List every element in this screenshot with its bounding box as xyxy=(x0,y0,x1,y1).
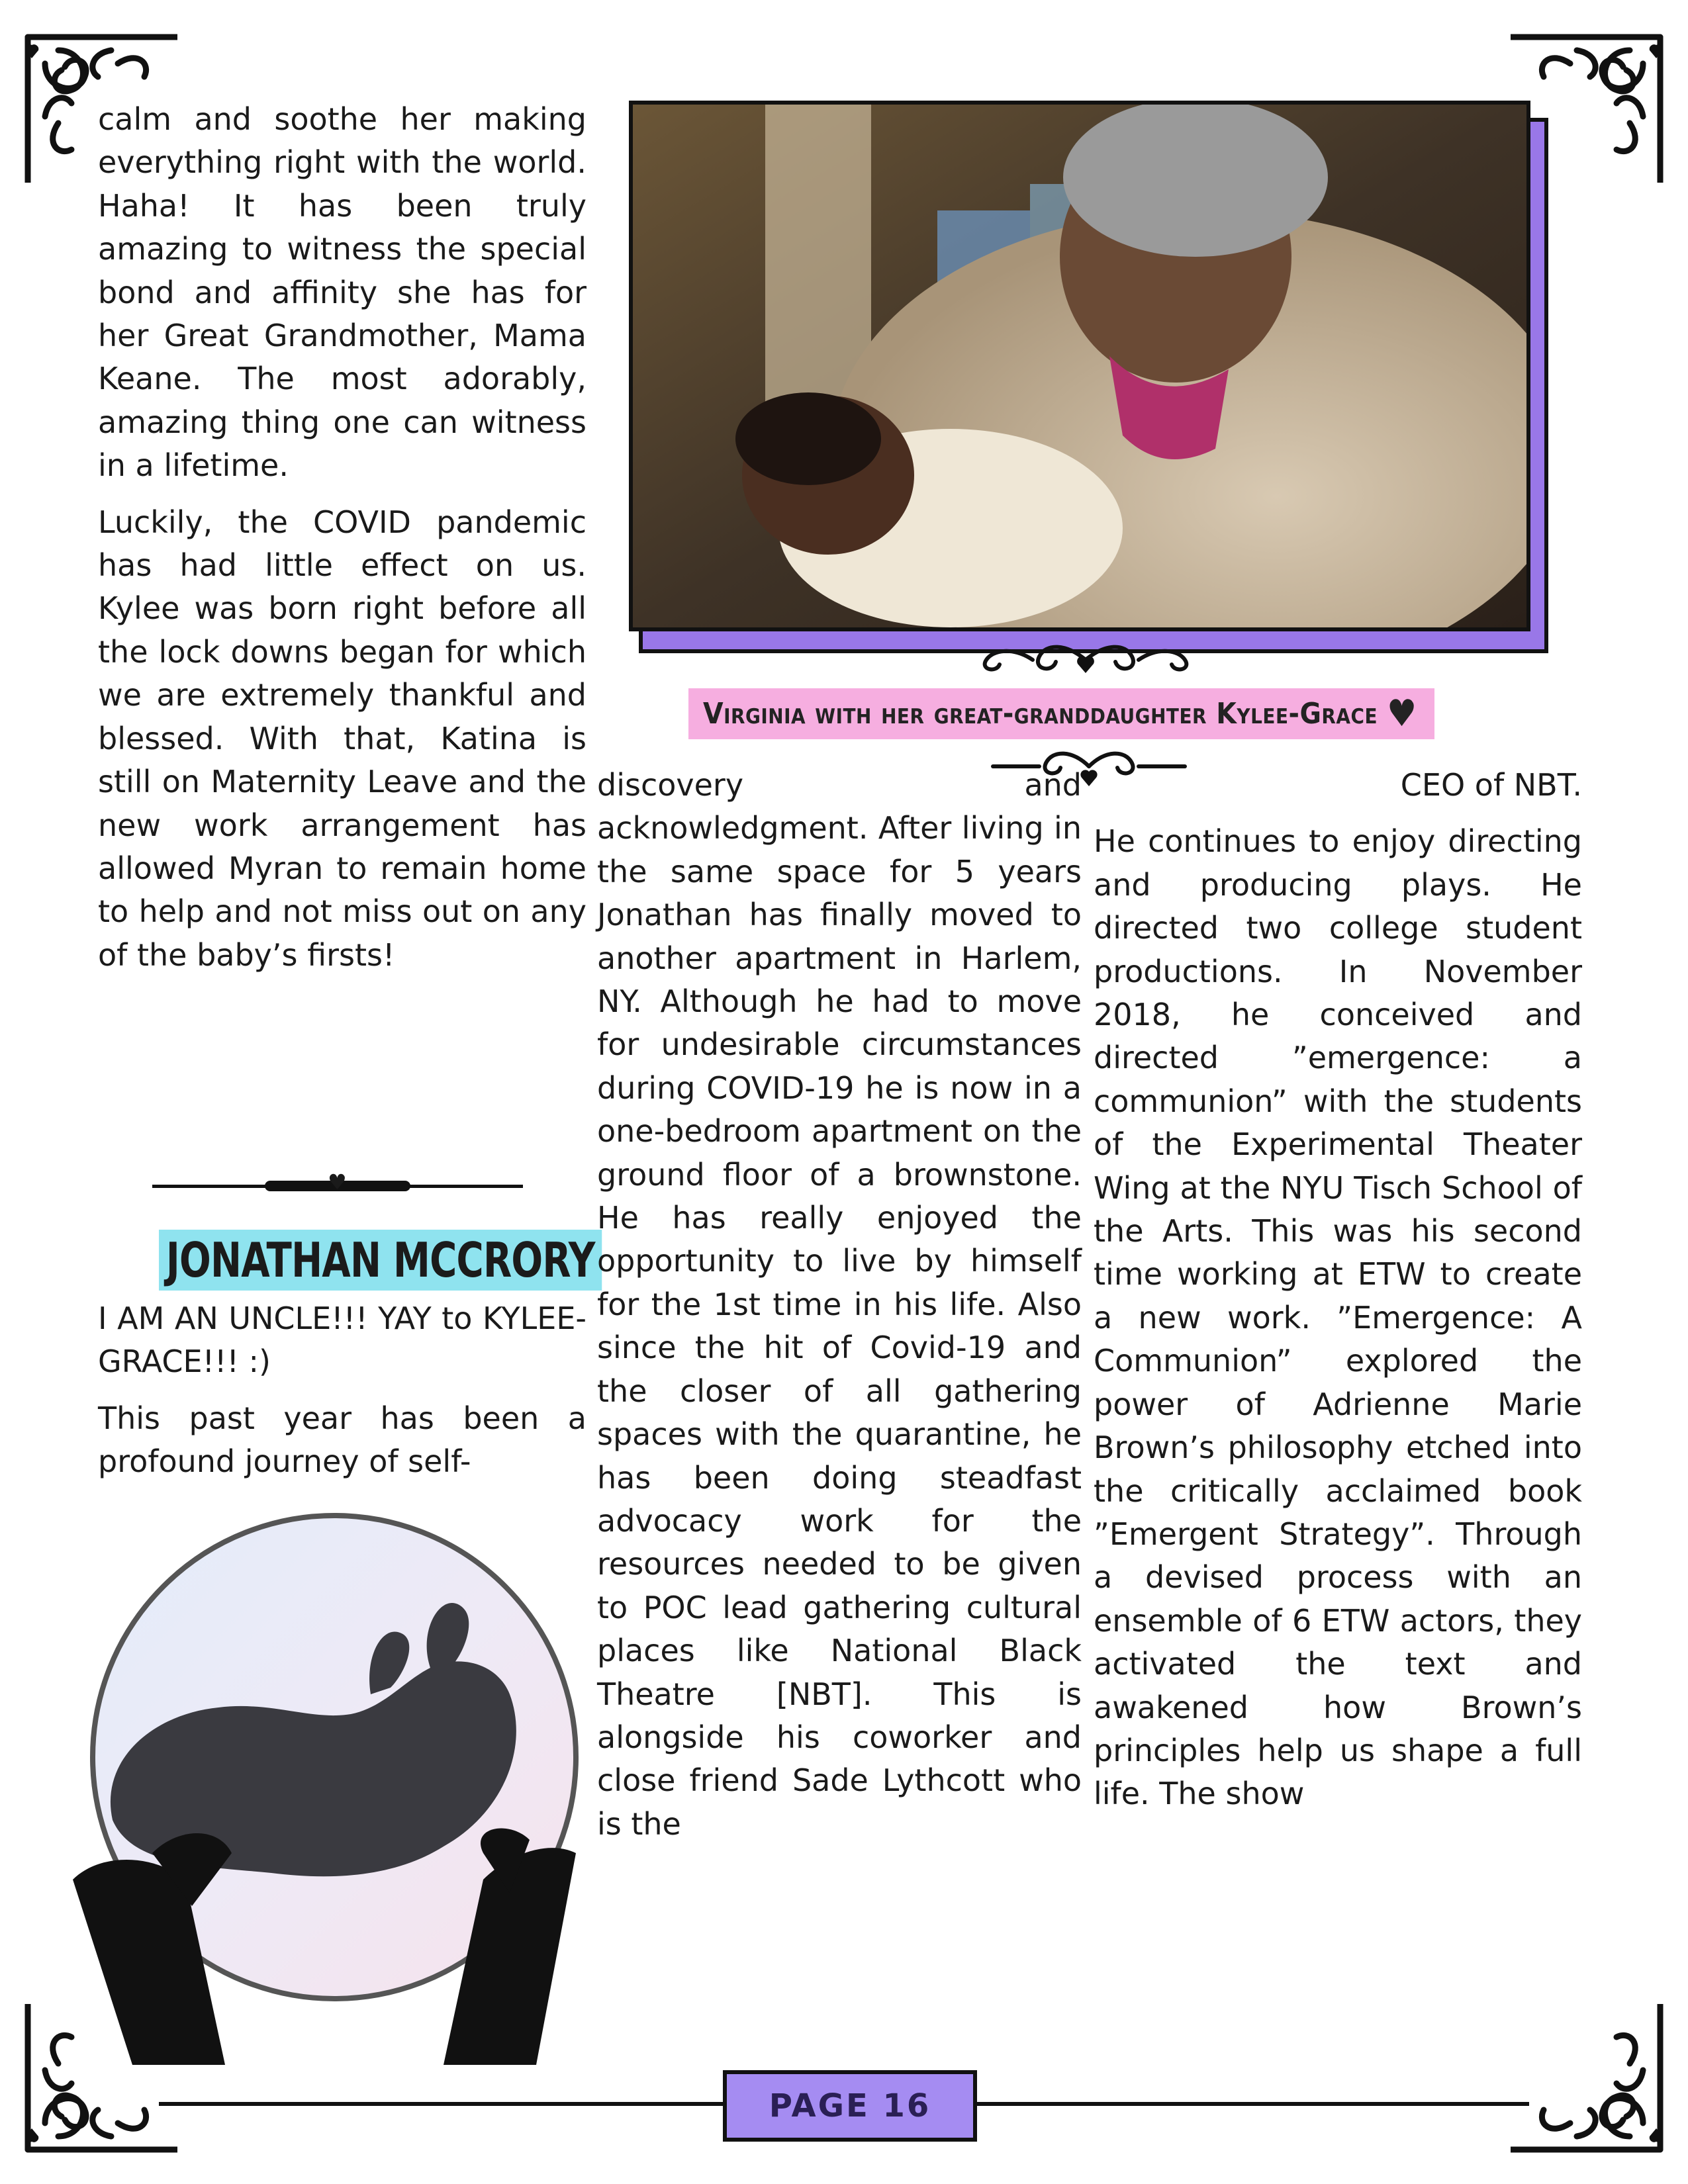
article-column-1-section xyxy=(98,1297,586,1484)
photo-caption xyxy=(688,688,1434,739)
paragraph: Luckily, the COVID pandemic has had little effect on us. Kylee was born right before all the lock downs began for which we are extremely thankful and blessed. With that, Katina is still on Maternity Leave and the new work arrangement has allowed Myran to remain home to help and not miss out on any of the baby’s firsts! xyxy=(98,504,586,973)
footer-line-right xyxy=(973,2102,1529,2106)
caption-ornament-top xyxy=(966,637,1205,683)
photo xyxy=(629,101,1530,631)
footer-line-left xyxy=(159,2102,723,2106)
paragraph: I AM AN UNCLE!!! YAY to KYLEE-GRACE!!! :) xyxy=(98,1300,586,1380)
article-column-3 xyxy=(1094,764,1582,1816)
baby-held-in-hands-illustration xyxy=(73,1509,596,2065)
paragraph: discovery and acknowledgment. After living in the same space for 5 years Jonathan has finally moved to another apartment in Harlem, NY. Although he had to move for undesirable circumstances during COVID-19 he is now in a one-bedroom apartment on the ground floor of a brownstone. He has really enjoyed the opportunity to live by himself for the 1st time in his life. Also since the hit of Covid-19 and the closer of all gathering spaces with the quarantine, he has been doing steadfast advocacy work for the resources needed to be given to POC lead gathering cultural places like National Black Theatre [NBT]. This is alongside his coworker and close friend Sade Lythcott who is the xyxy=(597,767,1082,1842)
corner-ornament-bottom-right xyxy=(1511,2004,1669,2163)
page-number: PAGE 16 xyxy=(723,2070,977,2142)
section-heading: JONATHAN MCCRORY xyxy=(159,1230,602,1291)
paragraph: calm and soothe her making everything right with the world. Haha! It has been truly amazing to witness the special bond and affinity she has for her Great Grandmother, Mama Keane. The most adorably, amazing thing one can witness in a lifetime. xyxy=(98,101,586,484)
divider-heart-icon: ♥ xyxy=(328,1169,347,1195)
article-column-1 xyxy=(98,98,586,977)
paragraph: This past year has been a profound journey of self- xyxy=(98,1400,586,1480)
paragraph: He continues to enjoy directing and producing plays. He directed two college student productions. In November 2018, he conceived and directed ”emergence: a communion” with the students of the Experimental Theater Wing at the NYU Tisch School of the Arts. This was his second time working at ETW to create a new work. ”Emergence: A Communion” explored the power of Adrienne Marie Brown’s philosophy etched into the critically acclaimed book ”Emergent Strategy”. Through a devised process with an ensemble of 6 ETW actors, they activated the text and awakened how Brown’s principles help us shape a full life. The show xyxy=(1094,823,1582,1812)
heart-icon: ♥ xyxy=(1387,692,1417,735)
article-column-2 xyxy=(597,764,1082,1846)
photo-caption-text: Virginia with her great-granddaughter Kylee-Grace xyxy=(703,697,1378,731)
paragraph: CEO of NBT. xyxy=(1400,767,1582,803)
